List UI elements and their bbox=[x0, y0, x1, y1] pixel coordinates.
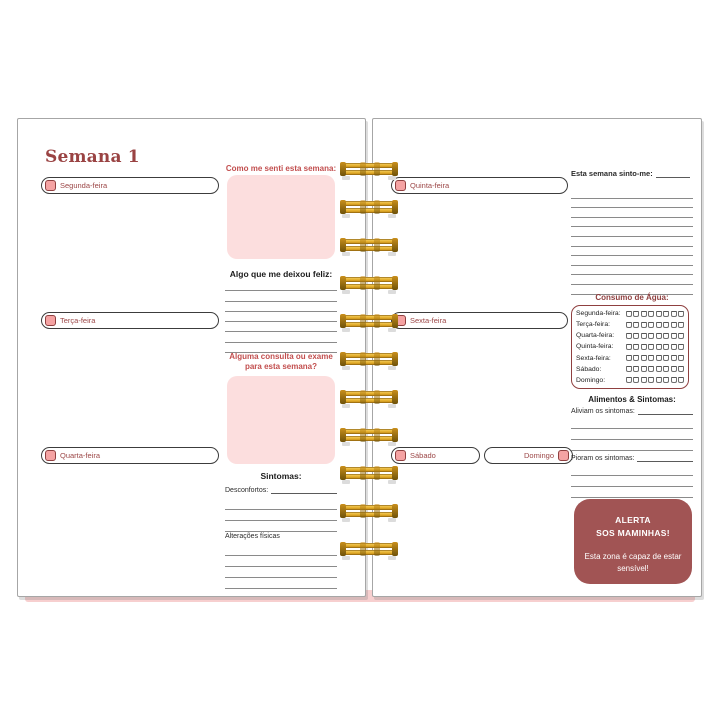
water-cup-icon[interactable] bbox=[678, 311, 684, 317]
water-cups bbox=[626, 366, 685, 372]
coil-wire-shade bbox=[360, 352, 366, 366]
happy-lines bbox=[225, 281, 337, 353]
coil-hole-shadow bbox=[388, 442, 396, 446]
coil-hole-shadow bbox=[388, 252, 396, 256]
writing-line bbox=[571, 487, 693, 498]
feelings-heading: Como me senti esta semana: bbox=[225, 164, 337, 173]
coil-wire bbox=[341, 284, 397, 289]
relieve-row bbox=[571, 406, 693, 415]
coil-wire bbox=[341, 505, 397, 510]
week-feelings-row bbox=[571, 169, 693, 178]
coil-wire-shade bbox=[374, 162, 380, 176]
coil-end-cap bbox=[392, 542, 398, 556]
spiral-coil bbox=[340, 201, 398, 215]
feelings-writing-box bbox=[227, 175, 335, 259]
coil-wire-shade bbox=[360, 238, 366, 252]
writing-line bbox=[571, 429, 693, 440]
water-cup-icon[interactable] bbox=[633, 377, 639, 383]
writing-line bbox=[225, 281, 337, 291]
water-cup-icon[interactable] bbox=[678, 377, 684, 383]
water-day-label: Segunda-feira: bbox=[576, 310, 621, 317]
writing-line bbox=[225, 556, 337, 567]
water-day-label: Quarta-feira: bbox=[576, 332, 615, 340]
coil-wire-shade bbox=[374, 542, 380, 556]
water-cup-icon[interactable] bbox=[663, 322, 669, 328]
spiral-coil bbox=[340, 353, 398, 367]
symptoms-heading: Sintomas: bbox=[260, 471, 302, 481]
coil-wire-shade bbox=[374, 390, 380, 404]
coil-wire bbox=[341, 467, 397, 472]
coil-wire-shade bbox=[360, 314, 366, 328]
coil-hole-shadow bbox=[388, 404, 396, 408]
alert-title-line2: SOS MAMINHAS! bbox=[596, 528, 670, 539]
discomforts-label: Desconfortos: bbox=[225, 487, 269, 494]
water-cups bbox=[626, 344, 685, 350]
thursday-checkbox[interactable] bbox=[395, 180, 406, 191]
coil-hole-shadow bbox=[388, 518, 396, 522]
day-label-thursday: Quinta-feira bbox=[410, 181, 450, 190]
water-cups bbox=[626, 333, 685, 339]
water-cup-icon[interactable] bbox=[633, 344, 639, 350]
coil-wire-shade bbox=[374, 428, 380, 442]
water-cup-icon[interactable] bbox=[641, 333, 647, 339]
coil-wire-shade bbox=[360, 162, 366, 176]
water-cup-icon[interactable] bbox=[671, 311, 677, 317]
water-cup-icon[interactable] bbox=[648, 333, 654, 339]
coil-hole-shadow bbox=[342, 442, 350, 446]
relieve-lines bbox=[571, 418, 693, 451]
water-day-label: Quinta-feira: bbox=[576, 343, 614, 351]
coil-end-cap bbox=[392, 504, 398, 518]
writing-line bbox=[571, 189, 693, 199]
water-cup-icon[interactable] bbox=[671, 322, 677, 328]
writing-line bbox=[571, 266, 693, 276]
coil-hole-shadow bbox=[342, 366, 350, 370]
coil-hole-shadow bbox=[342, 518, 350, 522]
writing-line bbox=[571, 247, 693, 257]
writing-line bbox=[225, 302, 337, 312]
coil-hole-shadow bbox=[342, 252, 350, 256]
coil-end-cap bbox=[340, 352, 346, 366]
water-row bbox=[576, 310, 684, 317]
coil-wire bbox=[341, 429, 397, 434]
water-cup-icon[interactable] bbox=[648, 377, 654, 383]
middle-column bbox=[225, 119, 337, 598]
water-cup-icon[interactable] bbox=[656, 366, 662, 372]
water-cup-icon[interactable] bbox=[641, 377, 647, 383]
day-pill-tuesday bbox=[41, 312, 219, 329]
water-cup-icon[interactable] bbox=[663, 333, 669, 339]
coil-wire-shade bbox=[374, 314, 380, 328]
writing-line bbox=[225, 567, 337, 578]
water-cup-icon[interactable] bbox=[656, 344, 662, 350]
water-cup-icon[interactable] bbox=[648, 322, 654, 328]
water-cup-icon[interactable] bbox=[671, 344, 677, 350]
coil-hole-shadow bbox=[342, 328, 350, 332]
water-cup-icon[interactable] bbox=[626, 344, 632, 350]
week-feelings-lines bbox=[571, 189, 693, 295]
water-cup-icon[interactable] bbox=[663, 355, 669, 361]
water-row bbox=[576, 343, 684, 350]
spiral-coil bbox=[340, 277, 398, 291]
monday-checkbox[interactable] bbox=[45, 180, 56, 191]
coil-wire-shade bbox=[374, 504, 380, 518]
coil-hole-shadow bbox=[388, 366, 396, 370]
coil-hole-shadow bbox=[388, 290, 396, 294]
coil-wire bbox=[341, 550, 397, 555]
coil-wire-shade bbox=[374, 352, 380, 366]
water-cup-icon[interactable] bbox=[656, 322, 662, 328]
sunday-checkbox[interactable] bbox=[558, 450, 569, 461]
tuesday-checkbox[interactable] bbox=[45, 315, 56, 326]
coil-hole-shadow bbox=[388, 328, 396, 332]
water-cups bbox=[626, 377, 685, 383]
writing-line bbox=[225, 578, 337, 589]
day-pill-sunday bbox=[484, 447, 573, 464]
discomforts-write-line bbox=[271, 485, 337, 494]
coil-end-cap bbox=[340, 276, 346, 290]
water-cup-icon[interactable] bbox=[641, 322, 647, 328]
water-row bbox=[576, 332, 684, 339]
water-cup-icon[interactable] bbox=[663, 366, 669, 372]
wednesday-checkbox[interactable] bbox=[45, 450, 56, 461]
worsen-row bbox=[571, 453, 693, 462]
coil-wire bbox=[341, 353, 397, 358]
water-cup-icon[interactable] bbox=[626, 377, 632, 383]
coil-wire bbox=[341, 277, 397, 282]
coil-wire bbox=[341, 360, 397, 365]
writing-line bbox=[225, 521, 337, 532]
spiral-coil bbox=[340, 467, 398, 481]
coil-hole-shadow bbox=[388, 556, 396, 560]
coil-end-cap bbox=[340, 390, 346, 404]
writing-line bbox=[571, 440, 693, 451]
coil-wire bbox=[341, 398, 397, 403]
week-feelings-label: Esta semana sinto-me: bbox=[571, 169, 653, 178]
coil-hole-shadow bbox=[342, 290, 350, 294]
right-page bbox=[372, 118, 702, 597]
water-cup-icon[interactable] bbox=[633, 333, 639, 339]
water-cup-icon[interactable] bbox=[678, 355, 684, 361]
worsen-label: Pioram os sintomas: bbox=[571, 455, 635, 462]
day-label-tuesday: Terça-feira bbox=[60, 316, 96, 325]
water-cups bbox=[626, 322, 685, 328]
spiral-coil bbox=[340, 429, 398, 443]
water-cup-icon[interactable] bbox=[648, 355, 654, 361]
worsen-lines bbox=[571, 465, 693, 498]
water-tracker-title: Consumo de Água: bbox=[595, 293, 669, 302]
writing-line bbox=[571, 418, 693, 429]
water-cup-icon[interactable] bbox=[671, 333, 677, 339]
coil-hole-shadow bbox=[342, 480, 350, 484]
water-cup-icon[interactable] bbox=[678, 344, 684, 350]
discomfort-lines bbox=[225, 499, 337, 532]
water-day-label: Sexta-feira: bbox=[576, 354, 611, 362]
water-cup-icon[interactable] bbox=[663, 344, 669, 350]
water-cup-icon[interactable] bbox=[626, 322, 632, 328]
water-cup-icon[interactable] bbox=[648, 366, 654, 372]
writing-line bbox=[225, 545, 337, 556]
right-column bbox=[571, 119, 693, 598]
water-tracker-box bbox=[571, 305, 689, 389]
spiral-coil bbox=[340, 505, 398, 519]
water-row bbox=[576, 321, 684, 328]
water-cup-icon[interactable] bbox=[633, 355, 639, 361]
coil-wire bbox=[341, 201, 397, 206]
water-day-label: Terça-feira: bbox=[576, 321, 610, 329]
coil-hole-shadow bbox=[342, 556, 350, 560]
writing-line bbox=[225, 322, 337, 332]
day-pill-wednesday bbox=[41, 447, 219, 464]
coil-wire bbox=[341, 543, 397, 548]
coil-end-cap bbox=[340, 200, 346, 214]
coil-wire bbox=[341, 315, 397, 320]
physical-lines bbox=[225, 545, 337, 589]
coil-wire-shade bbox=[360, 200, 366, 214]
water-cup-icon[interactable] bbox=[626, 366, 632, 372]
water-cup-icon[interactable] bbox=[648, 344, 654, 350]
water-cup-icon[interactable] bbox=[633, 366, 639, 372]
coil-wire-shade bbox=[374, 238, 380, 252]
water-day-label: Sábado: bbox=[576, 365, 602, 373]
coil-wire-shade bbox=[374, 200, 380, 214]
writing-line bbox=[571, 218, 693, 228]
writing-line bbox=[225, 312, 337, 322]
coil-wire bbox=[341, 512, 397, 517]
day-pill-saturday bbox=[391, 447, 480, 464]
water-cup-icon[interactable] bbox=[678, 322, 684, 328]
coil-wire bbox=[341, 163, 397, 168]
appointment-writing-box bbox=[227, 376, 335, 464]
writing-line bbox=[571, 227, 693, 237]
happy-heading: Algo que me deixou feliz: bbox=[229, 269, 333, 279]
coil-wire bbox=[341, 170, 397, 175]
coil-hole-shadow bbox=[388, 214, 396, 218]
coil-hole-shadow bbox=[342, 404, 350, 408]
writing-line bbox=[571, 275, 693, 285]
day-pill-thursday bbox=[391, 177, 568, 194]
writing-line bbox=[571, 208, 693, 218]
coil-end-cap bbox=[340, 428, 346, 442]
water-cup-icon[interactable] bbox=[633, 311, 639, 317]
alert-title-line1: ALERTA bbox=[615, 515, 651, 525]
writing-line bbox=[571, 237, 693, 247]
coil-wire bbox=[341, 474, 397, 479]
water-cup-icon[interactable] bbox=[626, 333, 632, 339]
water-row bbox=[576, 355, 684, 362]
water-day-label: Domingo: bbox=[576, 376, 606, 384]
water-cup-icon[interactable] bbox=[671, 355, 677, 361]
day-label-friday: Sexta-feira bbox=[410, 316, 447, 325]
coil-end-cap bbox=[340, 504, 346, 518]
writing-line bbox=[225, 291, 337, 301]
water-cup-icon[interactable] bbox=[656, 311, 662, 317]
coil-hole-shadow bbox=[388, 480, 396, 484]
day-label-monday: Segunda-feira bbox=[60, 181, 108, 190]
food-symptoms-heading: Alimentos & Sintomas: bbox=[588, 395, 676, 404]
water-cup-icon[interactable] bbox=[663, 311, 669, 317]
coil-end-cap bbox=[340, 314, 346, 328]
water-cup-icon[interactable] bbox=[671, 366, 677, 372]
water-cup-icon[interactable] bbox=[641, 344, 647, 350]
coil-wire-shade bbox=[374, 466, 380, 480]
coil-end-cap bbox=[340, 466, 346, 480]
water-cup-icon[interactable] bbox=[678, 366, 684, 372]
week-feelings-write-line bbox=[656, 169, 690, 178]
water-cups bbox=[626, 311, 685, 317]
coil-hole-shadow bbox=[342, 214, 350, 218]
coil-hole-shadow bbox=[342, 176, 350, 180]
coil-wire bbox=[341, 391, 397, 396]
water-cup-icon[interactable] bbox=[656, 377, 662, 383]
day-pill-monday bbox=[41, 177, 219, 194]
relieve-label: Aliviam os sintomas: bbox=[571, 408, 635, 415]
water-cup-icon[interactable] bbox=[656, 355, 662, 361]
coil-wire bbox=[341, 436, 397, 441]
day-label-saturday: Sábado bbox=[410, 451, 436, 460]
day-label-wednesday: Quarta-feira bbox=[60, 451, 101, 460]
water-cup-icon[interactable] bbox=[663, 377, 669, 383]
coil-end-cap bbox=[392, 276, 398, 290]
appointment-heading: Alguma consulta ou exame para esta semana? bbox=[229, 352, 333, 371]
alert-body: Esta zona é capaz de estar sensível! bbox=[584, 552, 682, 574]
water-cups bbox=[626, 355, 685, 361]
writing-line bbox=[225, 499, 337, 510]
writing-line bbox=[571, 476, 693, 487]
water-cup-icon[interactable] bbox=[648, 311, 654, 317]
saturday-checkbox[interactable] bbox=[395, 450, 406, 461]
writing-line bbox=[225, 332, 337, 342]
discomforts-row bbox=[225, 485, 337, 494]
coil-end-cap bbox=[392, 162, 398, 176]
water-cup-icon[interactable] bbox=[626, 311, 632, 317]
worsen-write-line bbox=[637, 453, 693, 462]
coil-wire bbox=[341, 246, 397, 251]
water-cup-icon[interactable] bbox=[641, 311, 647, 317]
day-pill-friday bbox=[391, 312, 568, 329]
coil-wire-shade bbox=[360, 466, 366, 480]
spiral-coil bbox=[340, 163, 398, 177]
alert-box bbox=[574, 499, 692, 584]
coil-wire-shade bbox=[360, 276, 366, 290]
water-cup-icon[interactable] bbox=[678, 333, 684, 339]
coil-end-cap bbox=[340, 162, 346, 176]
spiral-coil bbox=[340, 315, 398, 329]
relieve-write-line bbox=[638, 406, 693, 415]
water-cup-icon[interactable] bbox=[671, 377, 677, 383]
coil-wire-shade bbox=[360, 542, 366, 556]
water-cup-icon[interactable] bbox=[626, 355, 632, 361]
writing-line bbox=[571, 465, 693, 476]
left-page bbox=[17, 118, 366, 597]
day-label-sunday: Domingo bbox=[523, 451, 554, 460]
writing-line bbox=[225, 510, 337, 521]
spiral-coil bbox=[340, 543, 398, 557]
coil-end-cap bbox=[392, 352, 398, 366]
coil-end-cap bbox=[392, 238, 398, 252]
coil-end-cap bbox=[340, 542, 346, 556]
water-cup-icon[interactable] bbox=[641, 366, 647, 372]
coil-end-cap bbox=[392, 466, 398, 480]
coil-wire bbox=[341, 239, 397, 244]
water-cup-icon[interactable] bbox=[641, 355, 647, 361]
coil-end-cap bbox=[392, 428, 398, 442]
spiral-coil bbox=[340, 391, 398, 405]
coil-wire bbox=[341, 208, 397, 213]
spiral-coil bbox=[340, 239, 398, 253]
coil-wire bbox=[341, 322, 397, 327]
writing-line bbox=[571, 199, 693, 209]
coil-end-cap bbox=[392, 200, 398, 214]
water-row bbox=[576, 377, 684, 384]
coil-wire-shade bbox=[374, 276, 380, 290]
coil-end-cap bbox=[392, 390, 398, 404]
coil-hole-shadow bbox=[388, 176, 396, 180]
coil-wire-shade bbox=[360, 428, 366, 442]
coil-end-cap bbox=[392, 314, 398, 328]
writing-line bbox=[571, 256, 693, 266]
coil-wire-shade bbox=[360, 504, 366, 518]
page-title: Semana 1 bbox=[45, 147, 140, 167]
water-cup-icon[interactable] bbox=[633, 322, 639, 328]
water-row bbox=[576, 366, 684, 373]
water-cup-icon[interactable] bbox=[656, 333, 662, 339]
coil-end-cap bbox=[340, 238, 346, 252]
physical-changes-label: Alterações físicas bbox=[225, 533, 280, 540]
coil-wire-shade bbox=[360, 390, 366, 404]
